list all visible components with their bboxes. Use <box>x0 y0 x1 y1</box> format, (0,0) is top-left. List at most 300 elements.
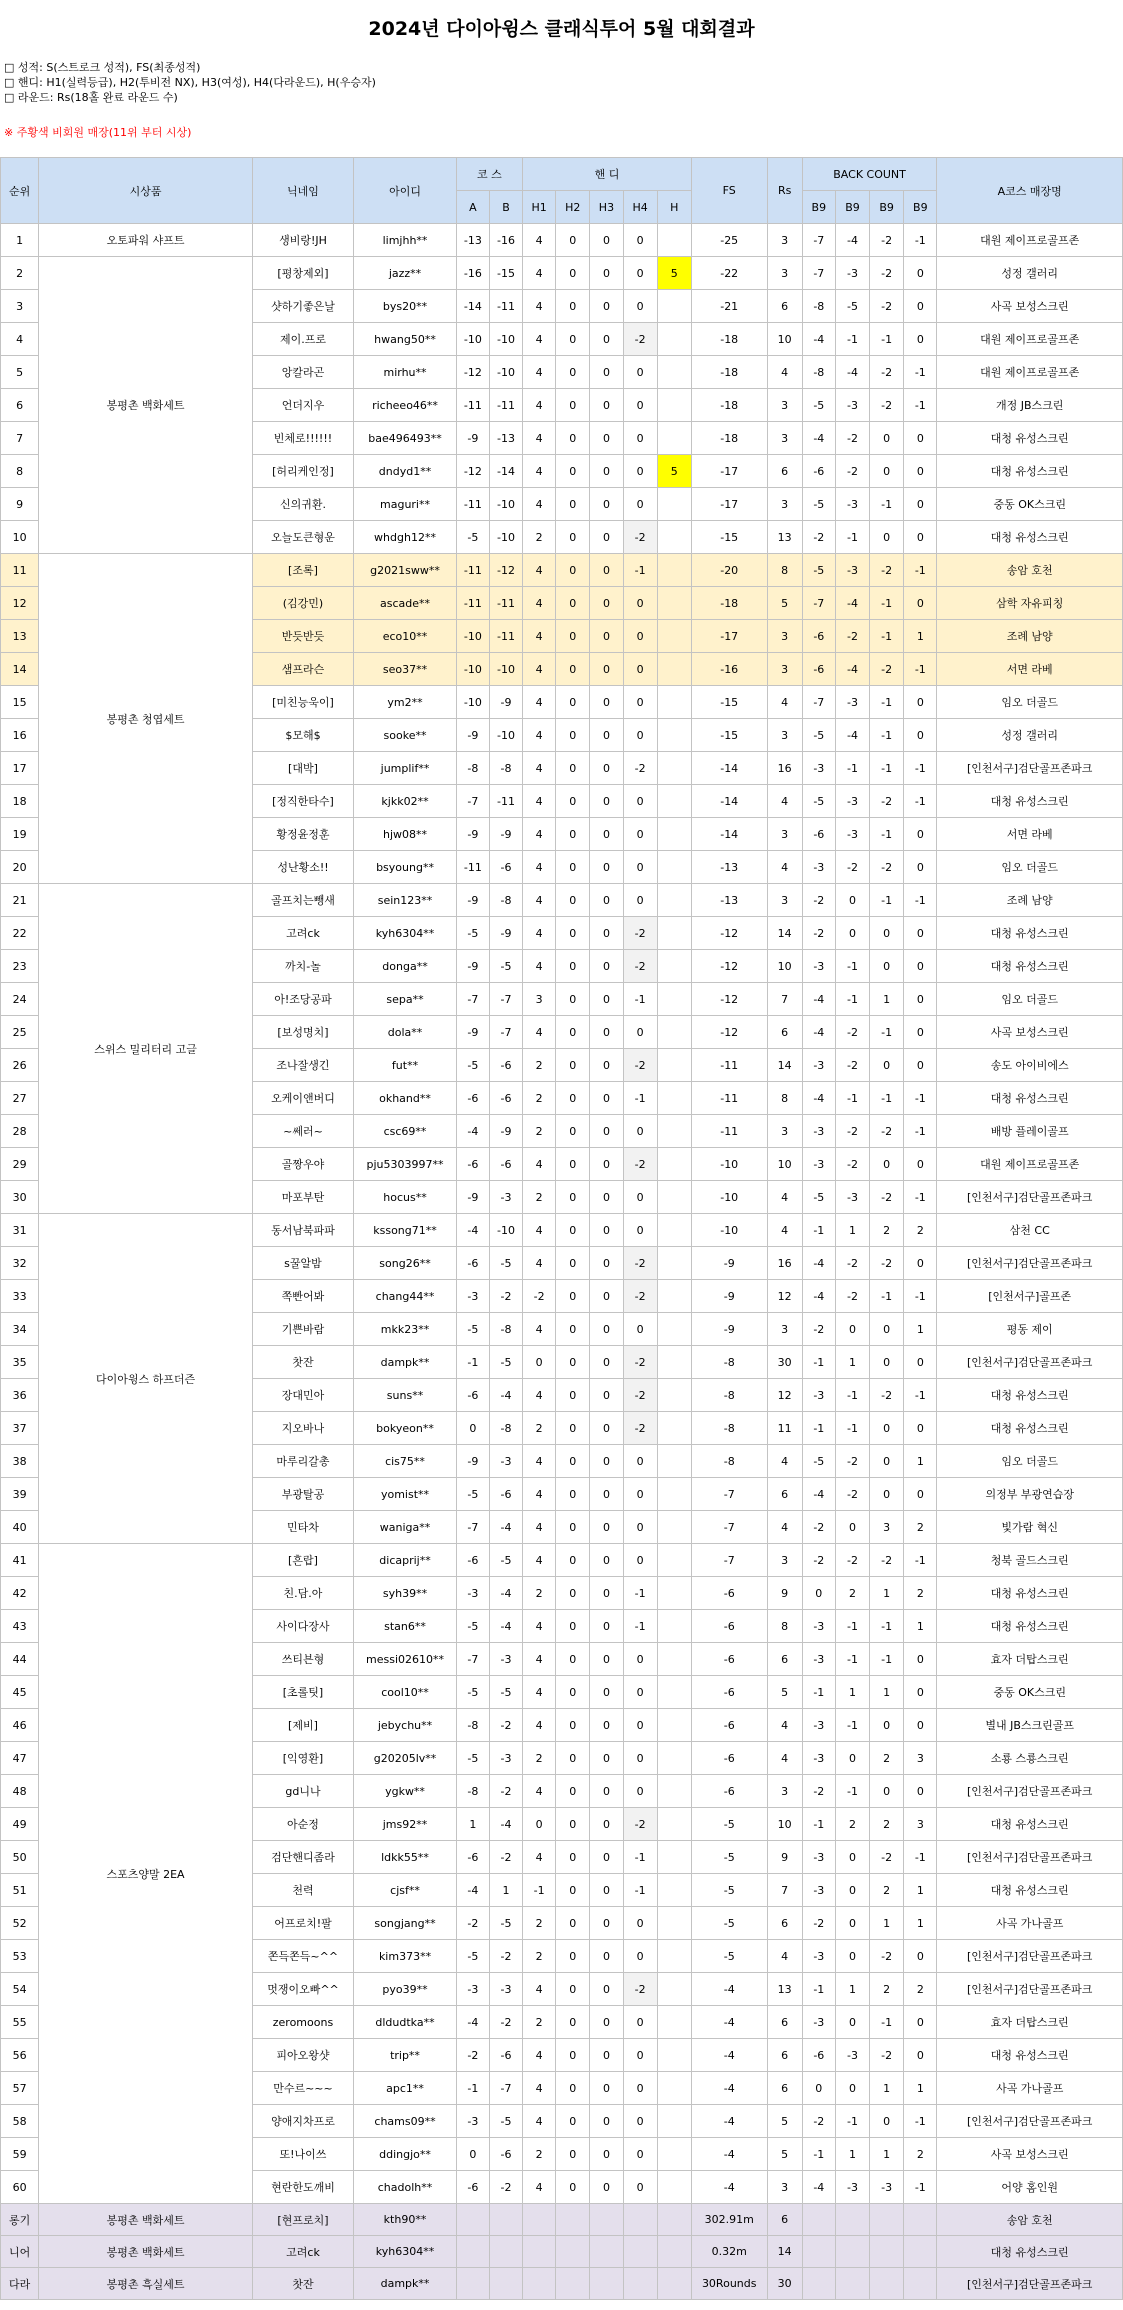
h1-cell: 4 <box>523 356 556 389</box>
store-cell: 개정 JB스크린 <box>937 389 1123 422</box>
course-a-cell: -6 <box>456 1544 489 1577</box>
course-b-cell: -8 <box>489 884 522 917</box>
b9-1-cell: -4 <box>802 1016 835 1049</box>
nickname-cell: 생비랑!JH <box>252 224 354 257</box>
h2-cell: 0 <box>556 1115 590 1148</box>
store-cell: 사곡 보성스크린 <box>937 1016 1123 1049</box>
h1-cell: 4 <box>523 1841 556 1874</box>
id-cell: ddingjo** <box>354 2138 457 2171</box>
h2-cell: 0 <box>556 1643 590 1676</box>
fs-cell: -18 <box>691 323 767 356</box>
b9-3-cell: 2 <box>870 1808 904 1841</box>
h1-cell: 4 <box>523 422 556 455</box>
store-cell: 효자 더탑스크린 <box>937 2006 1123 2039</box>
h2-cell: 0 <box>556 1445 590 1478</box>
course-b-cell: -6 <box>489 2138 522 2171</box>
store-cell: 대청 유성스크린 <box>937 1610 1123 1643</box>
award-store-cell: 대청 유성스크린 <box>937 2236 1123 2268</box>
b9-1-cell: -6 <box>802 455 835 488</box>
course-a-cell: -5 <box>456 1940 489 1973</box>
nickname-cell: 빈체로!!!!!! <box>252 422 354 455</box>
fs-cell: -11 <box>691 1049 767 1082</box>
empty-cell <box>456 2268 489 2300</box>
id-cell: song26** <box>354 1247 457 1280</box>
h-cell <box>657 917 691 950</box>
store-cell: 어양 홈인원 <box>937 2171 1123 2204</box>
h3-cell: 0 <box>590 1379 623 1412</box>
h2-cell: 0 <box>556 521 590 554</box>
h-cell <box>657 983 691 1016</box>
course-a-cell: -3 <box>456 2105 489 2138</box>
fs-cell: -13 <box>691 884 767 917</box>
h1-cell: 4 <box>523 323 556 356</box>
b9-2-cell: -4 <box>835 356 869 389</box>
course-a-cell: -9 <box>456 818 489 851</box>
store-cell: 조례 남양 <box>937 620 1123 653</box>
h3-cell: 0 <box>590 851 623 884</box>
b9-4-cell: 0 <box>904 983 937 1016</box>
b9-2-cell: -1 <box>835 1082 869 1115</box>
h4-cell: -2 <box>623 917 657 950</box>
h-cell <box>657 1808 691 1841</box>
course-b-cell: -6 <box>489 1148 522 1181</box>
rs-cell: 4 <box>767 1445 802 1478</box>
rs-cell: 5 <box>767 2138 802 2171</box>
empty-cell <box>870 2204 904 2236</box>
course-b-cell: -3 <box>489 1973 522 2006</box>
h1-cell: 4 <box>523 884 556 917</box>
b9-2-cell: -3 <box>835 1181 869 1214</box>
nickname-cell: 지오바나 <box>252 1412 354 1445</box>
b9-1-cell: -1 <box>802 1676 835 1709</box>
b9-3-cell: 2 <box>870 1214 904 1247</box>
h-cell <box>657 488 691 521</box>
b9-1-cell: -2 <box>802 1313 835 1346</box>
course-a-cell: -6 <box>456 1379 489 1412</box>
nickname-cell: ~쎄러~ <box>252 1115 354 1148</box>
h1-cell: 0 <box>523 1346 556 1379</box>
h3-cell: 0 <box>590 1709 623 1742</box>
b9-4-cell: 3 <box>904 1808 937 1841</box>
id-cell: eco10** <box>354 620 457 653</box>
course-a-cell: -8 <box>456 752 489 785</box>
h2-cell: 0 <box>556 785 590 818</box>
h-cell <box>657 752 691 785</box>
b9-2-cell: -4 <box>835 587 869 620</box>
h3-cell: 0 <box>590 1544 623 1577</box>
rank-cell: 43 <box>1 1610 39 1643</box>
b9-3-cell: -2 <box>870 851 904 884</box>
rs-cell: 3 <box>767 224 802 257</box>
b9-3-cell: 1 <box>870 2138 904 2171</box>
rank-cell: 50 <box>1 1841 39 1874</box>
store-cell: 삼천 CC <box>937 1214 1123 1247</box>
empty-cell <box>456 2204 489 2236</box>
b9-2-cell: -1 <box>835 1412 869 1445</box>
h-cell <box>657 1940 691 1973</box>
fs-cell: -17 <box>691 455 767 488</box>
b9-4-cell: -1 <box>904 1544 937 1577</box>
rs-cell: 6 <box>767 290 802 323</box>
b9-3-cell: 3 <box>870 1511 904 1544</box>
h3-cell: 0 <box>590 389 623 422</box>
b9-4-cell: 1 <box>904 620 937 653</box>
legend-rounds: □ 라운드: Rs(18홀 완료 라운드 수) <box>4 91 178 104</box>
course-b-cell: -5 <box>489 1247 522 1280</box>
b9-1-cell: -6 <box>802 653 835 686</box>
nickname-cell: 쫀득쫀득~^^ <box>252 1940 354 1973</box>
b9-1-cell: -4 <box>802 1082 835 1115</box>
b9-4-cell: 0 <box>904 488 937 521</box>
h4-cell: 0 <box>623 1214 657 1247</box>
b9-4-cell: -1 <box>904 1181 937 1214</box>
empty-cell <box>657 2268 691 2300</box>
h4-cell: -2 <box>623 950 657 983</box>
b9-3-cell: 0 <box>870 1478 904 1511</box>
b9-1-cell: -1 <box>802 1346 835 1379</box>
nickname-cell: 아순정 <box>252 1808 354 1841</box>
b9-2-cell: 0 <box>835 884 869 917</box>
table-row <box>1 1214 1123 1247</box>
b9-4-cell: 0 <box>904 1148 937 1181</box>
id-cell: ym2** <box>354 686 457 719</box>
rank-cell: 1 <box>1 224 39 257</box>
b9-2-cell: -1 <box>835 950 869 983</box>
h4-cell: 0 <box>623 653 657 686</box>
id-cell: jms92** <box>354 1808 457 1841</box>
h-cell <box>657 2006 691 2039</box>
b9-2-cell: -1 <box>835 752 869 785</box>
b9-1-cell: -2 <box>802 917 835 950</box>
b9-2-cell: 0 <box>835 1313 869 1346</box>
b9-3-cell: 2 <box>870 1742 904 1775</box>
b9-3-cell: -1 <box>870 2006 904 2039</box>
b9-1-cell: -6 <box>802 2039 835 2072</box>
fs-cell: -13 <box>691 851 767 884</box>
fs-cell: -18 <box>691 389 767 422</box>
rank-cell: 53 <box>1 1940 39 1973</box>
nickname-cell: 앙칼라곤 <box>252 356 354 389</box>
rs-cell: 13 <box>767 1973 802 2006</box>
b9-4-cell: -1 <box>904 224 937 257</box>
rank-cell: 38 <box>1 1445 39 1478</box>
b9-3-cell: 1 <box>870 983 904 1016</box>
course-b-cell: -8 <box>489 752 522 785</box>
h-cell <box>657 1610 691 1643</box>
b9-1-cell: -2 <box>802 2105 835 2138</box>
course-a-cell: -8 <box>456 1709 489 1742</box>
fs-cell: -7 <box>691 1511 767 1544</box>
h2-cell: 0 <box>556 1973 590 2006</box>
h-cell <box>657 2072 691 2105</box>
b9-2-cell: -3 <box>835 2171 869 2204</box>
fs-cell: -4 <box>691 2171 767 2204</box>
b9-4-cell: -1 <box>904 752 937 785</box>
nickname-cell: 오케이앤버디 <box>252 1082 354 1115</box>
h4-cell: 0 <box>623 1313 657 1346</box>
id-cell: sooke** <box>354 719 457 752</box>
b9-1-cell: -6 <box>802 620 835 653</box>
b9-1-cell: -3 <box>802 1148 835 1181</box>
award-id-cell: kth90** <box>354 2204 457 2236</box>
b9-3-cell: -1 <box>870 1016 904 1049</box>
b9-4-cell: 0 <box>904 719 937 752</box>
h-cell <box>657 521 691 554</box>
rank-cell: 12 <box>1 587 39 620</box>
h4-cell: 0 <box>623 884 657 917</box>
b9-3-cell: -1 <box>870 686 904 719</box>
b9-4-cell: 0 <box>904 950 937 983</box>
h1-cell: 4 <box>523 290 556 323</box>
b9-2-cell: -4 <box>835 653 869 686</box>
h3-cell: 0 <box>590 818 623 851</box>
h-cell <box>657 1346 691 1379</box>
course-b-cell: 1 <box>489 1874 522 1907</box>
id-cell: messi02610** <box>354 1643 457 1676</box>
h4-cell: -2 <box>623 1346 657 1379</box>
b9-1-cell: -8 <box>802 356 835 389</box>
fs-cell: -6 <box>691 1643 767 1676</box>
rank-cell: 2 <box>1 257 39 290</box>
b9-4-cell: -1 <box>904 653 937 686</box>
id-cell: yomist** <box>354 1478 457 1511</box>
id-cell: hocus** <box>354 1181 457 1214</box>
award-prize-cell: 봉평촌 흑실세트 <box>39 2268 252 2300</box>
b9-3-cell: -2 <box>870 290 904 323</box>
empty-cell <box>657 2236 691 2268</box>
award-value-cell: 30Rounds <box>691 2268 767 2300</box>
h2-cell: 0 <box>556 1346 590 1379</box>
h4-cell: -2 <box>623 1247 657 1280</box>
h2-cell: 0 <box>556 2105 590 2138</box>
b9-3-cell: -1 <box>870 884 904 917</box>
fs-cell: -4 <box>691 2072 767 2105</box>
rank-cell: 8 <box>1 455 39 488</box>
course-b-cell: -11 <box>489 587 522 620</box>
b9-4-cell: -1 <box>904 1280 937 1313</box>
h4-cell: 0 <box>623 455 657 488</box>
b9-2-cell: -3 <box>835 488 869 521</box>
nickname-cell: [제비] <box>252 1709 354 1742</box>
b9-4-cell: -1 <box>904 884 937 917</box>
prize-cell: 봉평촌 청엽세트 <box>39 554 252 884</box>
id-cell: cjsf** <box>354 1874 457 1907</box>
b9-1-cell: -7 <box>802 587 835 620</box>
b9-1-cell: -2 <box>802 1511 835 1544</box>
b9-1-cell: -3 <box>802 1709 835 1742</box>
b9-4-cell: -1 <box>904 389 937 422</box>
b9-4-cell: 2 <box>904 1511 937 1544</box>
h1-cell: 2 <box>523 1907 556 1940</box>
h3-cell: 0 <box>590 785 623 818</box>
b9-2-cell: 0 <box>835 2072 869 2105</box>
b9-1-cell: -2 <box>802 1775 835 1808</box>
b9-1-cell: -4 <box>802 983 835 1016</box>
h3-cell: 0 <box>590 1049 623 1082</box>
h1-cell: 4 <box>523 917 556 950</box>
id-cell: kjkk02** <box>354 785 457 818</box>
course-b-cell: -2 <box>489 1280 522 1313</box>
store-cell: 대청 유성스크린 <box>937 1577 1123 1610</box>
course-b-cell: -2 <box>489 2171 522 2204</box>
rank-cell: 48 <box>1 1775 39 1808</box>
rs-cell: 14 <box>767 1049 802 1082</box>
store-cell: 평동 제이 <box>937 1313 1123 1346</box>
course-b-cell: -6 <box>489 2039 522 2072</box>
legend <box>4 60 376 105</box>
b9-4-cell: 0 <box>904 1643 937 1676</box>
course-b-cell: -15 <box>489 257 522 290</box>
id-cell: syh39** <box>354 1577 457 1610</box>
fs-cell: -12 <box>691 950 767 983</box>
rs-cell: 14 <box>767 917 802 950</box>
h4-cell: 0 <box>623 2171 657 2204</box>
h-cell <box>657 1907 691 1940</box>
h1-cell: 2 <box>523 521 556 554</box>
b9-4-cell: 0 <box>904 1709 937 1742</box>
course-b-cell: -4 <box>489 1511 522 1544</box>
b9-2-cell: -1 <box>835 1775 869 1808</box>
prize-cell: 다이아윙스 하프더즌 <box>39 1214 252 1544</box>
nickname-cell: 제이.프로 <box>252 323 354 356</box>
h4-cell: 0 <box>623 719 657 752</box>
rs-cell: 6 <box>767 1016 802 1049</box>
course-a-cell: -5 <box>456 1610 489 1643</box>
rank-cell: 23 <box>1 950 39 983</box>
b9-3-cell: -2 <box>870 224 904 257</box>
course-b-cell: -3 <box>489 1643 522 1676</box>
b9-2-cell: -3 <box>835 686 869 719</box>
rs-cell: 3 <box>767 488 802 521</box>
h3-cell: 0 <box>590 323 623 356</box>
rs-cell: 4 <box>767 1709 802 1742</box>
id-cell: jazz** <box>354 257 457 290</box>
rank-cell: 22 <box>1 917 39 950</box>
b9-1-cell: -7 <box>802 224 835 257</box>
nickname-cell: 골짱우야 <box>252 1148 354 1181</box>
legend-score: □ 성적: S(스트로크 성적), FS(최종성적) <box>4 61 201 74</box>
h1-cell: 4 <box>523 389 556 422</box>
rs-cell: 4 <box>767 1940 802 1973</box>
rank-cell: 39 <box>1 1478 39 1511</box>
h1-cell: 2 <box>523 1115 556 1148</box>
store-cell: 사곡 가나골프 <box>937 2072 1123 2105</box>
store-cell: 대청 유성스크린 <box>937 1874 1123 1907</box>
b9-1-cell: -1 <box>802 1808 835 1841</box>
course-a-cell: -11 <box>456 488 489 521</box>
store-cell: 성정 갤러리 <box>937 719 1123 752</box>
h2-cell: 0 <box>556 653 590 686</box>
b9-4-cell: 0 <box>904 1016 937 1049</box>
nickname-cell: gd니나 <box>252 1775 354 1808</box>
special-award-row <box>1 2204 1123 2236</box>
h4-cell: 0 <box>623 1478 657 1511</box>
rs-cell: 10 <box>767 1148 802 1181</box>
b9-4-cell: 1 <box>904 1907 937 1940</box>
h2-cell: 0 <box>556 2039 590 2072</box>
fs-cell: -4 <box>691 2138 767 2171</box>
b9-2-cell: 0 <box>835 917 869 950</box>
h1-cell: 4 <box>523 455 556 488</box>
b9-4-cell: 0 <box>904 2006 937 2039</box>
b9-1-cell: -2 <box>802 884 835 917</box>
store-cell: 의정부 부광연습장 <box>937 1478 1123 1511</box>
h-cell <box>657 2039 691 2072</box>
header-backcount: BACK COUNT <box>802 158 937 191</box>
rank-cell: 29 <box>1 1148 39 1181</box>
nickname-cell: 쪽빤어봐 <box>252 1280 354 1313</box>
course-b-cell: -11 <box>489 389 522 422</box>
course-a-cell: -3 <box>456 1577 489 1610</box>
course-a-cell: -9 <box>456 950 489 983</box>
h3-cell: 0 <box>590 950 623 983</box>
h-cell <box>657 1841 691 1874</box>
h-cell <box>657 1115 691 1148</box>
rs-cell: 3 <box>767 1544 802 1577</box>
rank-cell: 9 <box>1 488 39 521</box>
id-cell: waniga** <box>354 1511 457 1544</box>
h1-cell: 4 <box>523 620 556 653</box>
fs-cell: -12 <box>691 1016 767 1049</box>
course-a-cell: -3 <box>456 1973 489 2006</box>
course-a-cell: -4 <box>456 1115 489 1148</box>
b9-1-cell: -5 <box>802 1445 835 1478</box>
store-cell: 대청 유성스크린 <box>937 1808 1123 1841</box>
h2-cell: 0 <box>556 1577 590 1610</box>
course-a-cell: 0 <box>456 2138 489 2171</box>
h4-cell: 0 <box>623 1511 657 1544</box>
b9-4-cell: 1 <box>904 1313 937 1346</box>
rs-cell: 7 <box>767 1874 802 1907</box>
rank-cell: 19 <box>1 818 39 851</box>
h-cell <box>657 1247 691 1280</box>
h-cell <box>657 1775 691 1808</box>
h1-cell: 2 <box>523 1082 556 1115</box>
h4-cell: 0 <box>623 686 657 719</box>
id-cell: g2021sww** <box>354 554 457 587</box>
nickname-cell: 쓰티븐형 <box>252 1643 354 1676</box>
h3-cell: 0 <box>590 1346 623 1379</box>
store-cell: 임오 더골드 <box>937 851 1123 884</box>
h2-cell: 0 <box>556 719 590 752</box>
id-cell: apc1** <box>354 2072 457 2105</box>
h-cell <box>657 1973 691 2006</box>
rank-cell: 10 <box>1 521 39 554</box>
award-rs-cell: 30 <box>767 2268 802 2300</box>
h3-cell: 0 <box>590 983 623 1016</box>
store-cell: 빛가람 혁신 <box>937 1511 1123 1544</box>
h4-cell: 0 <box>623 587 657 620</box>
award-value-cell: 0.32m <box>691 2236 767 2268</box>
h4-cell: 0 <box>623 290 657 323</box>
b9-2-cell: -1 <box>835 983 869 1016</box>
nickname-cell: [흔랍] <box>252 1544 354 1577</box>
h1-cell: 4 <box>523 1643 556 1676</box>
course-a-cell: -1 <box>456 1346 489 1379</box>
course-a-cell: -1 <box>456 2072 489 2105</box>
rank-cell: 21 <box>1 884 39 917</box>
h3-cell: 0 <box>590 257 623 290</box>
b9-1-cell: -5 <box>802 1181 835 1214</box>
h1-cell: -1 <box>523 1874 556 1907</box>
empty-cell <box>904 2268 937 2300</box>
award-nickname-cell: 찻잔 <box>252 2268 354 2300</box>
h2-cell: 0 <box>556 1874 590 1907</box>
id-cell: chams09** <box>354 2105 457 2138</box>
course-a-cell: -4 <box>456 1874 489 1907</box>
h1-cell: 2 <box>523 1181 556 1214</box>
b9-3-cell: 0 <box>870 1412 904 1445</box>
